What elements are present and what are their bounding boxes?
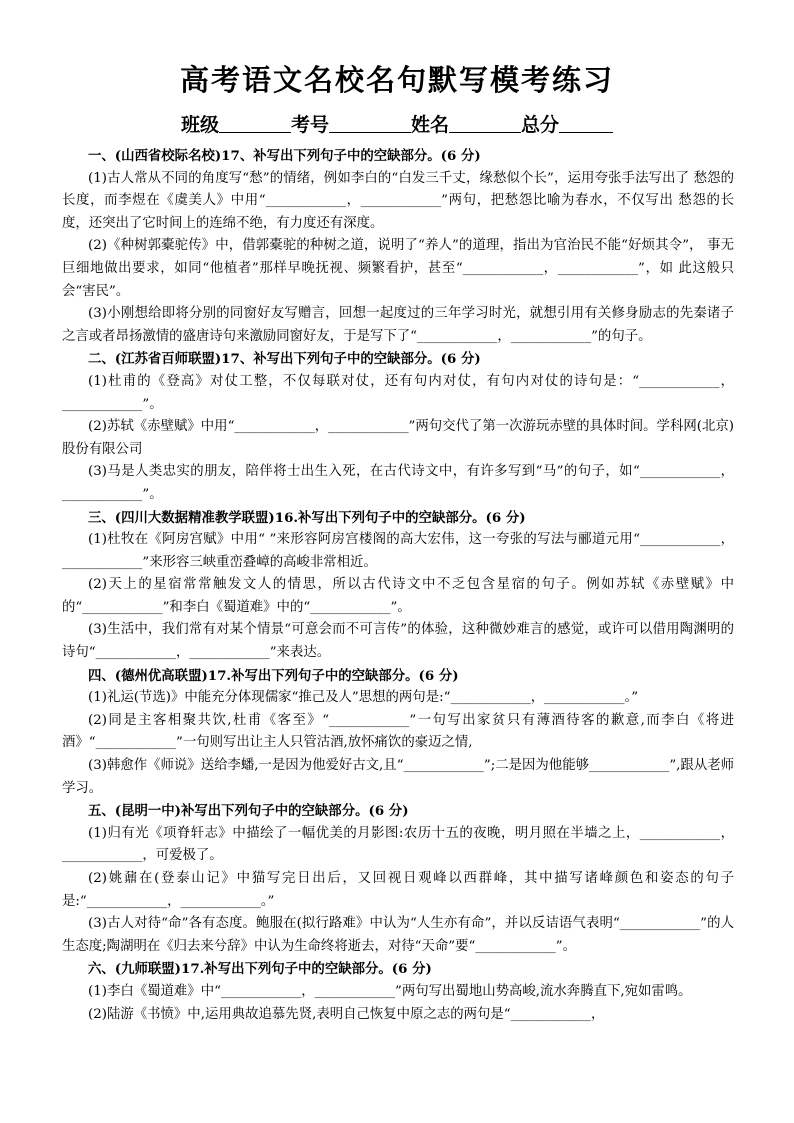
question-item: (1)杜牧在《阿房宫赋》中用“ ”来形容阿房宫楼阁的高大宏伟，这一夸张的写法与郦道元用“____________，____________”来形容三峡重峦叠嶂的高峻非常相近。: [62, 532, 734, 570]
class-label: 班级: [180, 114, 219, 136]
question-item: (2)苏轼《赤壁赋》中用“____________，____________”两句交代了第一次游玩赤壁的具体时间。学科网(北京)股份有限公司: [62, 419, 734, 457]
section-heading: 五、(昆明一中)补写出下列句子中的空缺部分。(6 分): [88, 803, 409, 820]
question-item: (2)陆游《书愤》中,运用典故追慕先贤,表明自己恢复中原之志的两句是“____________，: [88, 1006, 605, 1022]
name-blank[interactable]: [449, 114, 521, 133]
score-blank[interactable]: [559, 114, 613, 133]
question-item: (3)生活中，我们常有对某个情景“可意会而不可言传”的体验，这种微妙难言的感觉，或许可以借用陶渊明的诗句“____________，____________”来表达。: [62, 622, 734, 661]
section-heading: 六、(九师联盟)17.补写出下列句子中的空缺部分。(6 分): [88, 961, 432, 978]
question-item: (3)小刚想给即将分别的同窗好友写赠言，回想一起度过的三年学习时光，就想引用有关修身励志的先秦诸子之言或者昂扬激情的盛唐诗句来激励同窗好友，于是写下了“____________，____________”的句子。: [62, 306, 734, 344]
page-title: 高考语文名校名句默写模考练习: [179, 63, 614, 97]
question-item: (1)礼运(节选)》中能充分体现儒家“推己及人”思想的两句是:“____________，____________。”: [88, 690, 639, 706]
class-blank[interactable]: [219, 114, 291, 133]
section-heading: 二、(江苏省百师联盟)17、补写出下列句子中的空缺部分。(6 分): [88, 351, 481, 368]
question-item: (2)姚鼐在(登泰山记》中猫写完日出后，又回视日观峰以西群峰，其中描写诸峰颜色和姿态的句子是:“____________，____________。”: [62, 871, 734, 909]
question-item: (3)马是人类忠实的朋友，陪伴将士出生入死，在古代诗文中，有许多写到“马”的句子，如“____________，____________”。: [62, 464, 734, 502]
question-item: (2)同是主客相聚共饮,杜甫《客至》“____________”一句写出家贫只有薄酒待客的歉意,而李白《将进酒》“____________”一句则写出让主人只管沽酒,放怀痛饮的豪迈之情,: [62, 712, 734, 751]
question-item: (3)韩愈作《师说》送给李蟠,一是因为他爱好古文,且“____________”;二是因为他能够____________”,跟从老师学习。: [62, 758, 734, 796]
question-item: (3)古人对待“命”各有态度。鲍服在(拟行路难》中认为“人生亦有命”，并以反诘语气表明“____________”的人生态度;陶湖明在《归去来兮辞》中认为生命终将逝去，对待“天命”要“____________”。: [62, 916, 734, 954]
score-label: 总分: [521, 114, 560, 136]
question-item: (2)《种树郭橐驼传》中，借郭橐驼的种树之道，说明了“养人”的道理，指出为官治民不能“好烦其令”， 事无巨细地做出要求，如同“他植者”那样早晚抚视、频繁看护，甚至“____________，____________”，如 此这般只会“害民”。: [62, 238, 734, 299]
section-heading: 一、(山西省校际名校)17、补写出下列句子中的空缺部分。(6 分): [88, 148, 481, 164]
name-label: 姓名: [411, 114, 450, 136]
student-info-line: [0, 110, 794, 137]
question-item: (1)李白《蜀道难》中“____________，____________”两句写出蜀地山势高峻,流水奔腾直下,宛如雷鸣。: [88, 983, 692, 999]
question-item: (1)古人常从不同的角度写“愁”的情绪，例如李白的“白发三千丈，缘愁似个长”，运用夸张手法写出了 愁怨的长度，而李煜在《虞美人》中用“____________，____________”两句，把愁怨比喻为春水，不仅写出 愁怨的长度，还突出了它时间上的连绵不绝，有力度还有深度。: [62, 170, 734, 231]
section-heading: 三、(四川大数据精准教学联盟)16.补写出下列句子中的空缺部分。(6 分): [88, 509, 526, 526]
exam-no-blank[interactable]: [329, 114, 411, 133]
section-heading: 四、(德州优高联盟)17.补写出下列句子中的空缺部分。(6 分): [88, 667, 459, 684]
questions: [62, 145, 734, 1026]
exam-no-label: 考号: [290, 114, 329, 136]
question-item: (2)天上的星宿常常触发文人的情思，所以古代诗文中不乏包含星宿的句子。例如苏轼《赤壁赋》中的“____________”和李白《蜀道难》中的“____________”。: [62, 577, 734, 615]
question-item: (1)归有光《项脊轩志》中描绘了一幅优美的月影图:农历十五的夜晚，明月照在半墙之上，____________，____________，可爱极了。: [62, 825, 734, 864]
question-item: (1)杜甫的《登高》对仗工整，不仅每联对仗，还有句内对仗，有句内对仗的诗句是：“____________，____________”。: [62, 373, 734, 412]
